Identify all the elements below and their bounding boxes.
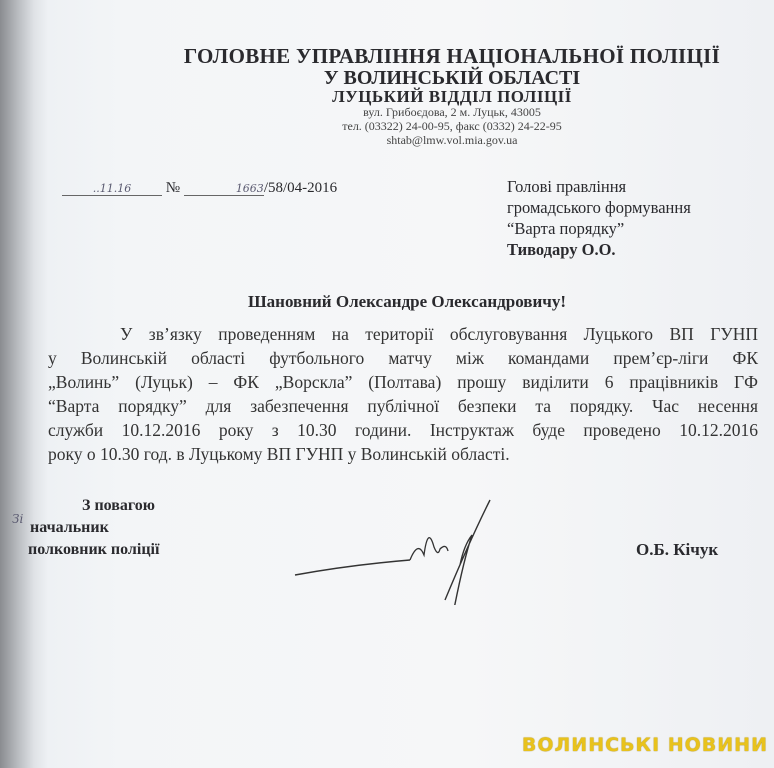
handwritten-mark: Зі (12, 512, 24, 526)
header-department: ЛУЦЬКИЙ ВІДДІЛ ПОЛІЦІЇ (332, 87, 572, 106)
reference-line (62, 180, 337, 197)
date-handwritten: ..11.16 (62, 182, 162, 196)
header-email: shtab@lmw.vol.mia.gov.ua (386, 133, 518, 147)
number-suffix: /58/04-2016 (263, 180, 338, 196)
header-phones: тел. (03322) 24-00-95, факс (0332) 24-22-95 (342, 119, 562, 133)
number-handwritten: 1663 (184, 182, 264, 196)
body-line: “Варта порядку” для забезпечення публічної безпеки та порядку. Час несення (48, 396, 758, 416)
signer-title: начальник (30, 519, 109, 536)
body-line: у Волинській області футбольного матчу між командами прем’єр-ліги ФК (48, 348, 758, 368)
body-line: „Волинь” (Луцьк) – ФК „Ворскла” (Полтава) прошу виділити 6 працівників ГФ (48, 372, 758, 392)
body-line: служби 10.12.2016 року з 10.30 години. Інструктаж буде проведено 10.12.2016 (48, 420, 758, 440)
signature-scribble (290, 495, 520, 605)
header-org: ГОЛОВНЕ УПРАВЛІННЯ НАЦІОНАЛЬНОЇ ПОЛІЦІЇ (183, 44, 721, 68)
recipient-line2: громадського формування (507, 198, 691, 217)
signer-rank: полковник поліції (28, 541, 160, 558)
recipient-name: Тиводару О.О. (507, 240, 616, 259)
header-region: У ВОЛИНСЬКІЙ ОБЛАСТІ (323, 67, 581, 89)
closing: З повагою (82, 497, 155, 514)
recipient-block (507, 176, 691, 260)
salutation: Шановний Олександре Олександровичу! (247, 292, 566, 311)
header-address: вул. Грибоєдова, 2 м. Луцьк, 43005 (363, 105, 541, 119)
recipient-line3: “Варта порядку” (507, 219, 625, 238)
signer-name: О.Б. Кічук (636, 540, 719, 559)
body-line: року о 10.30 год. в Луцькому ВП ГУНП у Волинській області. (48, 444, 510, 464)
recipient-line1: Голові правління (507, 177, 627, 196)
body-text (48, 322, 758, 466)
body-line: У зв’язку проведенням на території обслуговування Луцького ВП ГУНП (120, 324, 758, 344)
number-sign: № (165, 180, 181, 196)
watermark-logo: ВОЛИНСЬКІ НОВИНИ (521, 734, 768, 756)
